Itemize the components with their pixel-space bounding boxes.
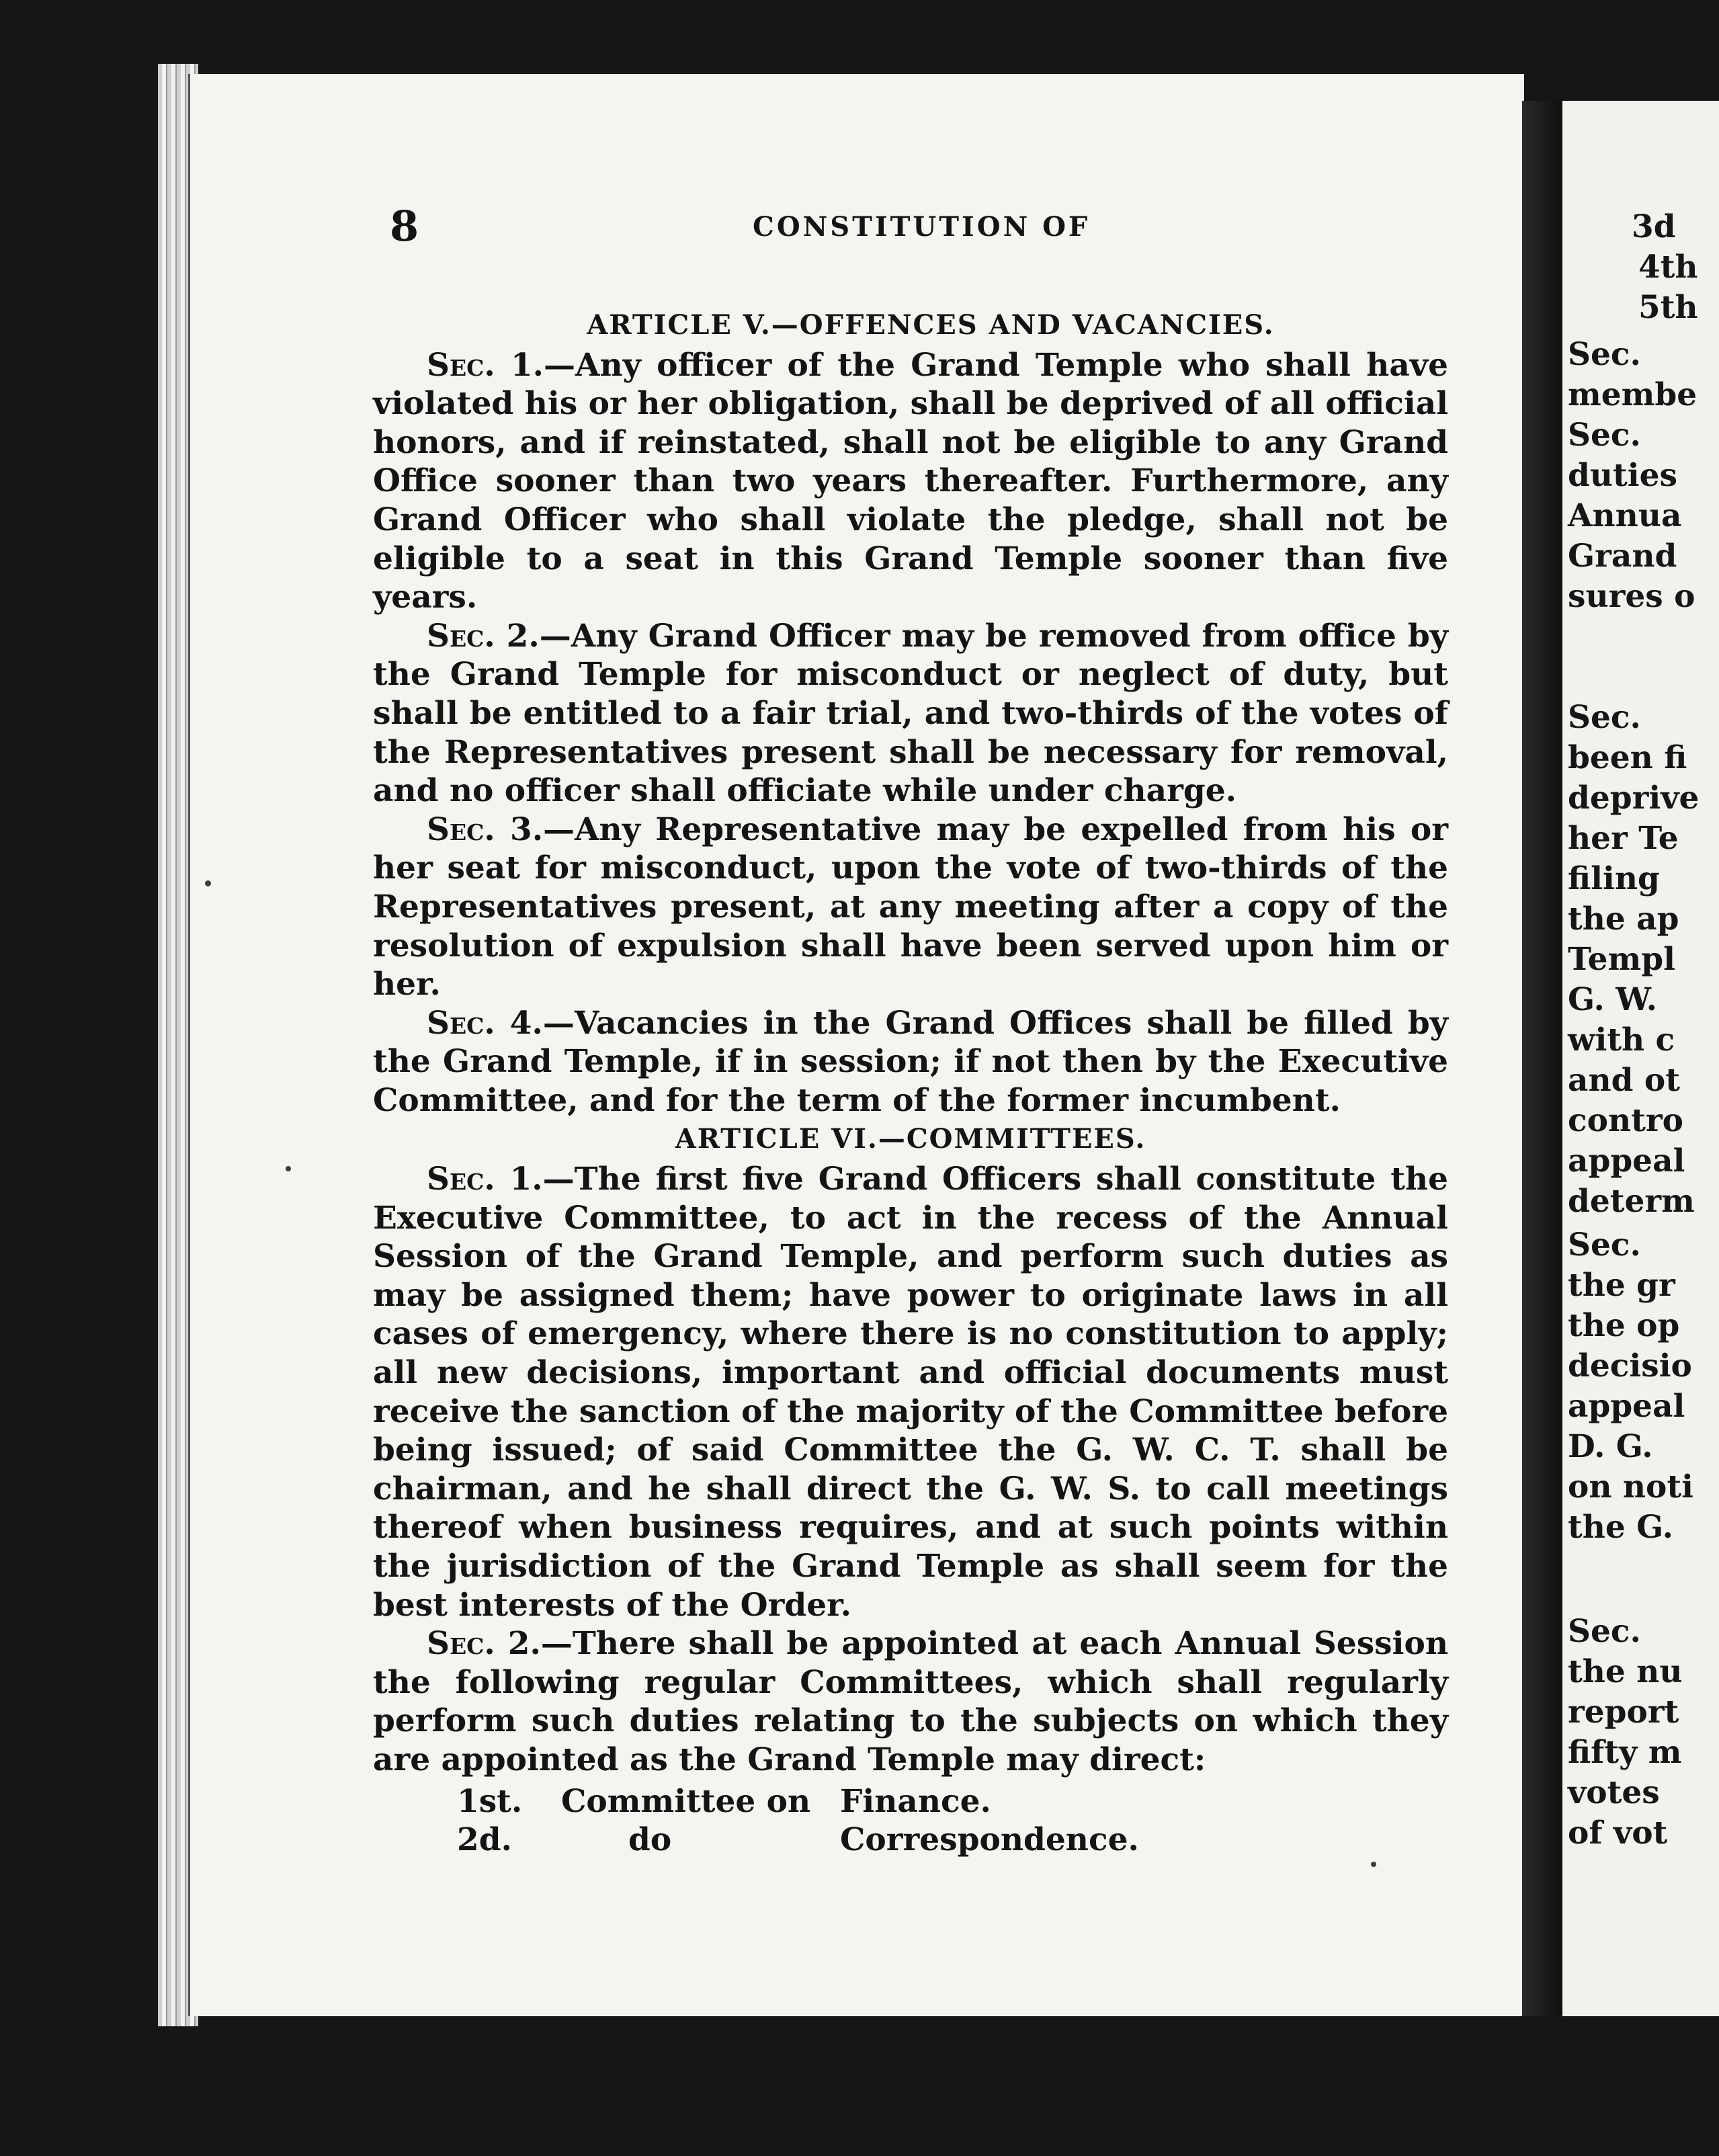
article-v-section-2: [373, 617, 1448, 811]
facing-page-line: 3d: [1632, 208, 1676, 245]
facing-page-line: on noti: [1568, 1468, 1693, 1505]
article-v-section-3: [373, 811, 1448, 1004]
article-vi-section-1: [373, 1160, 1448, 1624]
facing-page-line: Sec.: [1568, 417, 1641, 454]
committee-list: [373, 1782, 1448, 1860]
facing-page-line: appeal: [1568, 1388, 1685, 1425]
committee-name: Committee on: [561, 1782, 811, 1820]
facing-page-line: the ap: [1568, 901, 1679, 938]
facing-page-line: fifty m: [1568, 1734, 1682, 1771]
article-vi-heading: ARTICLE VI.—COMMITTEES.: [675, 1123, 1146, 1155]
article-v-heading: ARTICLE V.—OFFENCES AND VACANCIES.: [587, 309, 1275, 341]
section-label: Sec. 2.: [427, 1625, 541, 1663]
facing-page-line: been fi: [1568, 739, 1687, 776]
facing-page-line: Annua: [1568, 497, 1682, 534]
facing-page-line: votes: [1568, 1774, 1660, 1811]
committee-item: [373, 1821, 1448, 1860]
section-label: Sec. 3.: [427, 811, 544, 848]
facing-page-line: the gr: [1568, 1267, 1675, 1304]
facing-page-line: duties: [1568, 457, 1677, 494]
committee-name: do: [628, 1821, 672, 1859]
facing-page-line: 5th: [1638, 289, 1698, 326]
section-label: Sec. 4.: [427, 1004, 543, 1042]
committee-item: [373, 1782, 1448, 1821]
ink-speck: [205, 880, 211, 886]
section-text: —Any Representative may be expelled from his or her seat for misconduct, upon the vote of two-thirds of the Representatives present, at any meeting after a copy of the resolution of expulsion shall have been served upon him or her.: [373, 811, 1448, 1003]
facing-page-line: the op: [1568, 1307, 1680, 1344]
section-text: —There shall be appointed at each Annual Session the following regular Committees, which shall regularly perform such duties relating to the subjects on which they are appointed as the Grand Temple may direct:: [373, 1625, 1448, 1778]
facing-page-line: deprive: [1568, 780, 1700, 817]
article-v-section-1: [373, 346, 1448, 617]
facing-page-line: the G.: [1568, 1509, 1673, 1546]
facing-page-line: G. W.: [1568, 981, 1658, 1018]
facing-page-line: Sec.: [1568, 1613, 1641, 1650]
facing-page-line: and ot: [1568, 1062, 1680, 1099]
facing-page-line: decisio: [1568, 1348, 1692, 1384]
section-text: —Any Grand Officer may be removed from office by the Grand Temple for misconduct or neglect of duty, but shall be entitled to a fair trial, and two-thirds of the votes of the Representatives present shall be necessary for removal, and no officer shall officiate while under charge.: [373, 617, 1448, 810]
facing-page-line: Sec.: [1568, 336, 1641, 373]
facing-page-line: D. G.: [1568, 1428, 1653, 1465]
running-head: CONSTITUTION OF: [753, 211, 1091, 243]
facing-page-line: Templ: [1568, 941, 1675, 978]
committee-ordinal: 1st.: [457, 1782, 523, 1820]
facing-page-line: sures o: [1568, 578, 1695, 615]
facing-page-line: determ: [1568, 1183, 1695, 1220]
article-vi-section-2: [373, 1624, 1448, 1779]
facing-page-line: Sec.: [1568, 1227, 1641, 1263]
facing-page: [1562, 101, 1719, 2016]
facing-page-line: the nu: [1568, 1653, 1683, 1690]
facing-page-line: 4th: [1638, 249, 1698, 286]
facing-page-line: of vot: [1568, 1815, 1668, 1852]
facing-page-line: with c: [1568, 1022, 1675, 1059]
facing-page-line: Sec.: [1568, 699, 1641, 736]
committee-subject: Finance.: [840, 1782, 991, 1820]
facing-page-line: membe: [1568, 376, 1697, 413]
article-v-section-4: [373, 1004, 1448, 1120]
ink-speck: [1371, 1862, 1376, 1867]
book-gutter: [1522, 101, 1562, 2016]
section-label: Sec. 1.: [427, 346, 544, 384]
section-label: Sec. 1.: [427, 1161, 543, 1198]
facing-page-line: filing: [1568, 860, 1660, 897]
facing-page-line: appeal: [1568, 1143, 1685, 1179]
facing-page-line: her Te: [1568, 820, 1679, 857]
committee-subject: Correspondence.: [840, 1821, 1139, 1859]
ink-speck: [286, 1166, 291, 1171]
section-label: Sec. 2.: [427, 617, 540, 655]
page-header: [188, 202, 1522, 255]
facing-page-line: contro: [1568, 1102, 1683, 1139]
facing-page-line: Grand: [1568, 538, 1677, 575]
section-text: —The first five Grand Officers shall constitute the Executive Committee, to act in the recess of the Annual Session of the Grand Temple, and perform such duties as may be assigned them; have power to originate laws in all cases of emergency, where there is no constitution to apply; all new decisions, important and official documents must receive the sanction of the majority of the Committee before being issued; of said Committee the G. W. C. T. shall be chairman, and he shall direct the G. W. S. to call meetings thereof when business requires, and at such points within the jurisdiction of the Grand Temple as shall seem for the best interests of the Order.: [373, 1161, 1448, 1624]
facing-page-line: report: [1568, 1694, 1679, 1731]
page-number: 8: [390, 202, 419, 251]
section-text: —Vacancies in the Grand Offices shall be filled by the Grand Temple, if in session; if not then by the Executive Committee, and for the term of the former incumbent.: [373, 1004, 1448, 1119]
page-body: [373, 306, 1448, 1860]
section-text: —Any officer of the Grand Temple who shall have violated his or her obligation, shall be deprived of all official honors, and if reinstated, shall not be eligible to any Grand Office sooner than two years thereafter. Furthermore, any Grand Officer who shall violate the pledge, shall not be eligible to a seat in this Grand Temple sooner than five years.: [373, 346, 1448, 616]
committee-ordinal: 2d.: [457, 1821, 512, 1859]
